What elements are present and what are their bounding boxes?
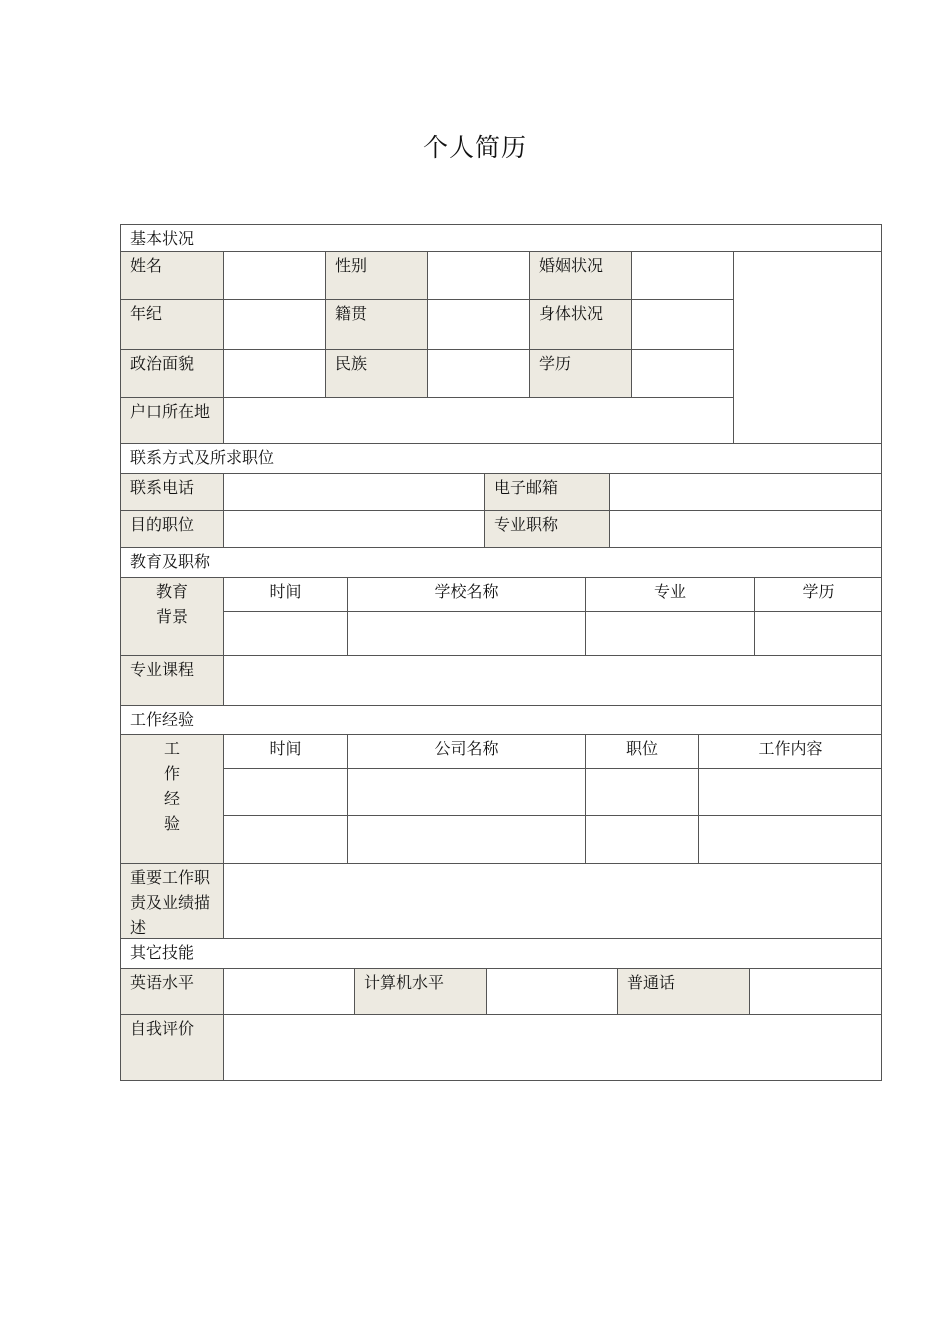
field-courses[interactable] [223,655,882,705]
field-gender[interactable] [427,251,529,299]
label-edu-background-line2: 背景 [155,607,188,626]
label-work-char1: 工 [163,739,180,758]
edu-header-degree: 学历 [754,577,882,611]
label-phone: 联系电话 [120,473,223,510]
field-target-position[interactable] [223,510,484,547]
label-target-position: 目的职位 [120,510,223,547]
work-cell-content[interactable] [698,815,882,863]
table-border-right [881,224,882,1081]
label-work-experience [120,734,223,863]
work-header-position: 职位 [585,734,698,768]
page-title: 个人简历 [422,133,527,162]
label-duties-line1: 重要工作职 [130,868,211,887]
work-cell-content[interactable] [698,768,882,815]
label-email: 电子邮箱 [484,473,609,510]
section-work: 工作经验 [120,705,882,734]
label-english: 英语水平 [120,968,223,1014]
resume-table [120,224,882,1081]
edu-cell-time[interactable] [223,611,347,655]
label-edu-background [120,577,223,655]
photo-box[interactable] [733,251,882,443]
section-skills: 其它技能 [120,938,882,968]
label-courses: 专业课程 [120,655,223,705]
work-cell-position[interactable] [585,768,698,815]
edu-header-school: 学校名称 [347,577,585,611]
edu-cell-school[interactable] [347,611,585,655]
label-marital-status: 婚姻状况 [529,251,631,299]
work-cell-company[interactable] [347,815,585,863]
field-degree[interactable] [631,349,733,397]
label-self-eval: 自我评价 [120,1014,223,1081]
field-political-status[interactable] [223,349,325,397]
label-duties-line2: 责及业绩描 [130,893,211,912]
work-header-time: 时间 [223,734,347,768]
work-cell-time[interactable] [223,815,347,863]
label-gender: 性别 [325,251,427,299]
work-header-company: 公司名称 [347,734,585,768]
field-household-location[interactable] [223,397,733,443]
label-age: 年纪 [120,299,223,349]
edu-cell-degree[interactable] [754,611,882,655]
field-email[interactable] [609,473,882,510]
field-english[interactable] [223,968,354,1014]
edu-cell-major[interactable] [585,611,754,655]
label-native-place: 籍贯 [325,299,427,349]
field-computer[interactable] [486,968,617,1014]
field-phone[interactable] [223,473,484,510]
edu-header-major: 专业 [585,577,754,611]
label-professional-title: 专业职称 [484,510,609,547]
edu-header-time: 时间 [223,577,347,611]
label-degree: 学历 [529,349,631,397]
label-duties-line3: 述 [130,918,147,937]
section-basic: 基本状况 [120,224,882,251]
label-mandarin: 普通话 [617,968,749,1014]
section-contact: 联系方式及所求职位 [120,443,882,473]
label-computer: 计算机水平 [354,968,486,1014]
work-cell-company[interactable] [347,768,585,815]
field-ethnicity[interactable] [427,349,529,397]
label-work-char3: 经 [163,789,180,808]
label-household-location: 户口所在地 [120,397,223,443]
field-health[interactable] [631,299,733,349]
field-name[interactable] [223,251,325,299]
label-political-status: 政治面貌 [120,349,223,397]
field-duties[interactable] [223,863,882,938]
field-professional-title[interactable] [609,510,882,547]
label-ethnicity: 民族 [325,349,427,397]
section-education: 教育及职称 [120,547,882,577]
work-cell-time[interactable] [223,768,347,815]
label-work-char2: 作 [163,764,180,783]
label-duties [120,863,223,938]
field-mandarin[interactable] [749,968,882,1014]
work-cell-position[interactable] [585,815,698,863]
label-work-char4: 验 [163,814,180,833]
field-native-place[interactable] [427,299,529,349]
label-name: 姓名 [120,251,223,299]
table-border-bottom [120,1080,882,1081]
field-age[interactable] [223,299,325,349]
work-header-content: 工作内容 [698,734,882,768]
label-health: 身体状况 [529,299,631,349]
label-edu-background-line1: 教育 [155,582,188,601]
field-self-eval[interactable] [223,1014,882,1081]
field-marital-status[interactable] [631,251,733,299]
